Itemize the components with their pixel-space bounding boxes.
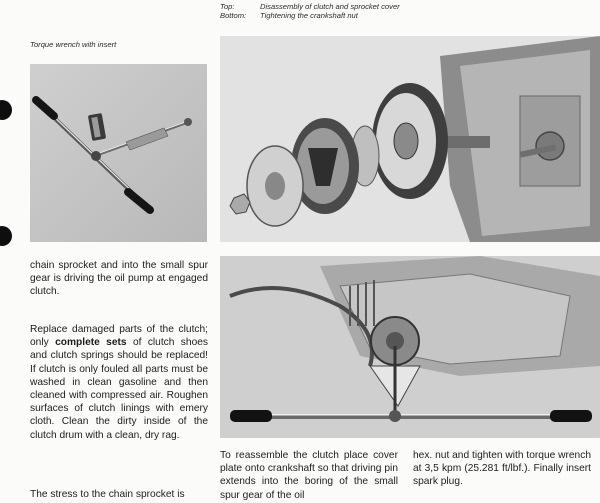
left-paragraph-2-bold: complete sets (55, 337, 127, 349)
left-paragraph-1: chain sprocket and into the small spur gear is driving the oil pump at engaged clutch. (30, 260, 208, 298)
right-photo-caption (220, 2, 420, 20)
left-paragraph-2-start: Replace damaged parts of the clutch; only (30, 324, 208, 349)
caption-bottom-label: Bottom: (220, 11, 247, 20)
binder-hole-top (0, 100, 12, 120)
caption-top-text: Disassembly of clutch and sprocket cover (260, 2, 400, 11)
left-photo-caption: Torque wrench with insert (30, 40, 117, 49)
left-paragraph-2 (30, 323, 208, 442)
binder-hole-bottom (0, 226, 12, 246)
left-paragraph-3: The stress to the chain sprocket is (30, 489, 185, 500)
left-paragraph-2-end: of clutch shoes and clutch springs should be replaced! If clutch is only fouled all parts must be washed in clean gasoline and then cleaned with compressed air. Roughen surfaces of clutch linings with emery cloth. Clean the dirty inside of the clutch drum with a clean, dry rag. (30, 337, 208, 441)
clutch-disassembly-photo (220, 36, 600, 242)
crankshaft-nut-photo (220, 256, 600, 438)
caption-top-label: Top: (220, 2, 235, 11)
torque-wrench-photo (30, 64, 207, 242)
right-paragraph: hex. nut and tighten with torque wrench at 3,5 kpm (25.281 ft/lbf.). Finally insert spark plug. (413, 450, 591, 488)
middle-paragraph: To reassemble the clutch place cover plate onto crankshaft so that driving pin extends into the boring of the small spur gear of the oil (220, 450, 398, 501)
caption-bottom-text: Tightening the crankshaft nut (260, 11, 358, 20)
